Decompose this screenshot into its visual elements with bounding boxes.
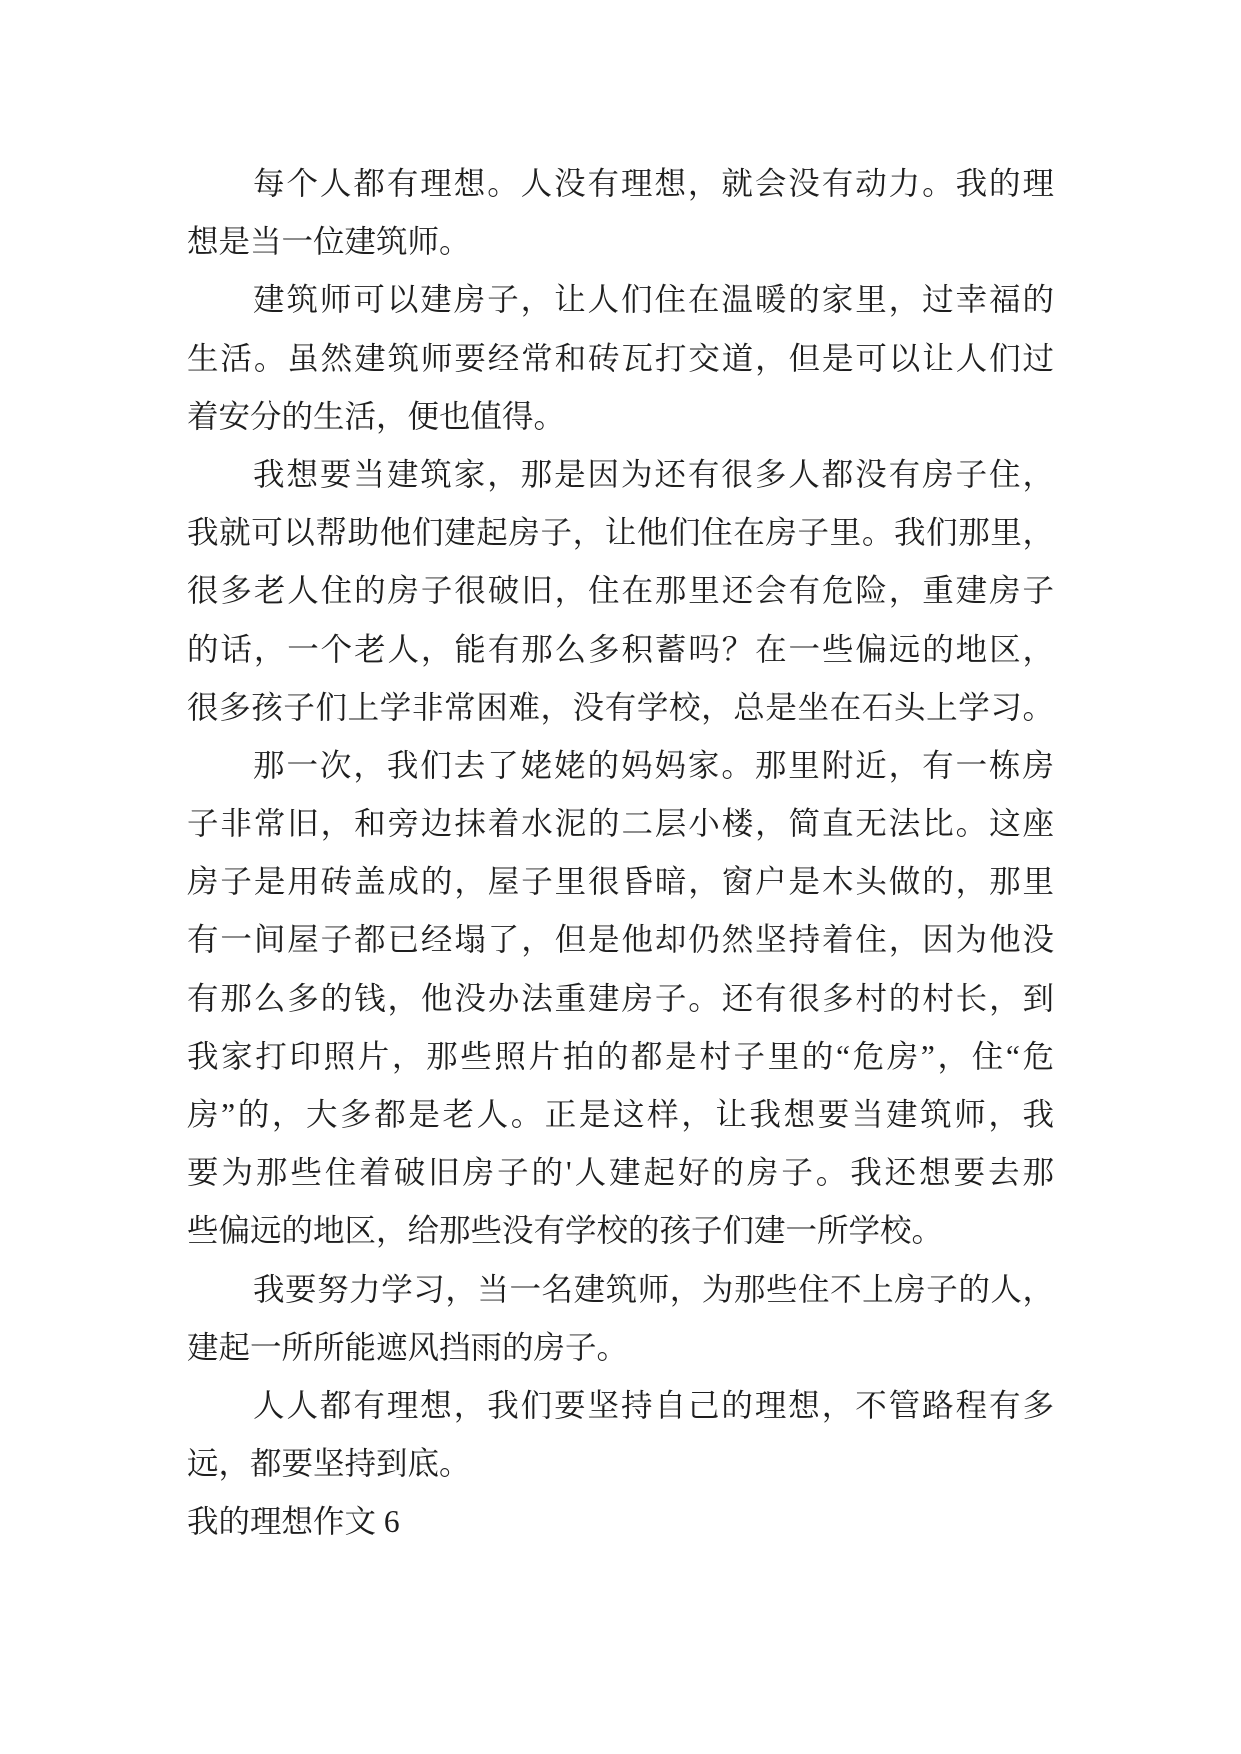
- text-line: 人人都有理想，我们要坚持自己的理想，不管路程有多: [253, 1387, 1054, 1423]
- text-line: 房子是用砖盖成的，屋子里很昏暗，窗户是木头做的，那里: [187, 864, 1054, 900]
- text-line: 我就可以帮助他们建起房子，让他们住在房子里。我们那里，: [187, 515, 1054, 551]
- section-heading: 我的理想作文 6: [187, 1504, 400, 1540]
- text-line: 建筑师可以建房子，让人们住在温暖的家里，过幸福的: [253, 282, 1054, 318]
- paragraph: [187, 1377, 1054, 1493]
- text-line: 很多孩子们上学非常困难，没有学校，总是坐在石头上学习。: [187, 689, 1054, 725]
- text-line: 房”的，大多都是老人。正是这样，让我想要当建筑师，我: [187, 1097, 1054, 1132]
- text-line: 想是当一位建筑师。: [187, 224, 471, 260]
- text-line: 些偏远的地区，给那些没有学校的孩子们建一所学校。: [187, 1213, 944, 1249]
- text-line: 有一间屋子都已经塌了，但是他却仍然坚持着住，因为他没: [187, 922, 1054, 958]
- text-line: 子非常旧，和旁边抹着水泥的二层小楼，简直无法比。这座: [187, 806, 1054, 842]
- text-line: 着安分的生活，便也值得。: [187, 398, 566, 434]
- text-line: 每个人都有理想。人没有理想，就会没有动力。我的理: [253, 166, 1054, 201]
- text-line: 我要努力学习，当一名建筑师，为那些住不上房子的人，: [253, 1271, 1054, 1307]
- document-body: [187, 155, 1054, 1552]
- text-line: 要为那些住着破旧房子的'人建起好的房子。我还想要去那: [187, 1155, 1054, 1191]
- text-line: 有那么多的钱，他没办法重建房子。还有很多村的村长，到: [187, 980, 1054, 1016]
- text-line: 的话，一个老人，能有那么多积蓄吗？在一些偏远的地区，: [187, 631, 1054, 667]
- text-line: 那一次，我们去了姥姥的妈妈家。那里附近，有一栋房: [253, 747, 1054, 783]
- text-line: 建起一所所能遮风挡雨的房子。: [187, 1329, 629, 1365]
- paragraph: [187, 271, 1054, 446]
- paragraph: [187, 155, 1054, 271]
- text-line: 很多老人住的房子很破旧，住在那里还会有危险，重建房子: [187, 573, 1054, 609]
- text-line: 我想要当建筑家，那是因为还有很多人都没有房子住，: [253, 456, 1054, 492]
- paragraph: [187, 446, 1054, 737]
- text-line: 生活。虽然建筑师要经常和砖瓦打交道，但是可以让人们过: [187, 340, 1054, 376]
- text-line: 远，都要坚持到底。: [187, 1446, 471, 1482]
- text-line: 我家打印照片，那些照片拍的都是村子里的“危房”，住“危: [187, 1038, 1054, 1074]
- paragraph: [187, 1261, 1054, 1377]
- paragraph: [187, 737, 1054, 1261]
